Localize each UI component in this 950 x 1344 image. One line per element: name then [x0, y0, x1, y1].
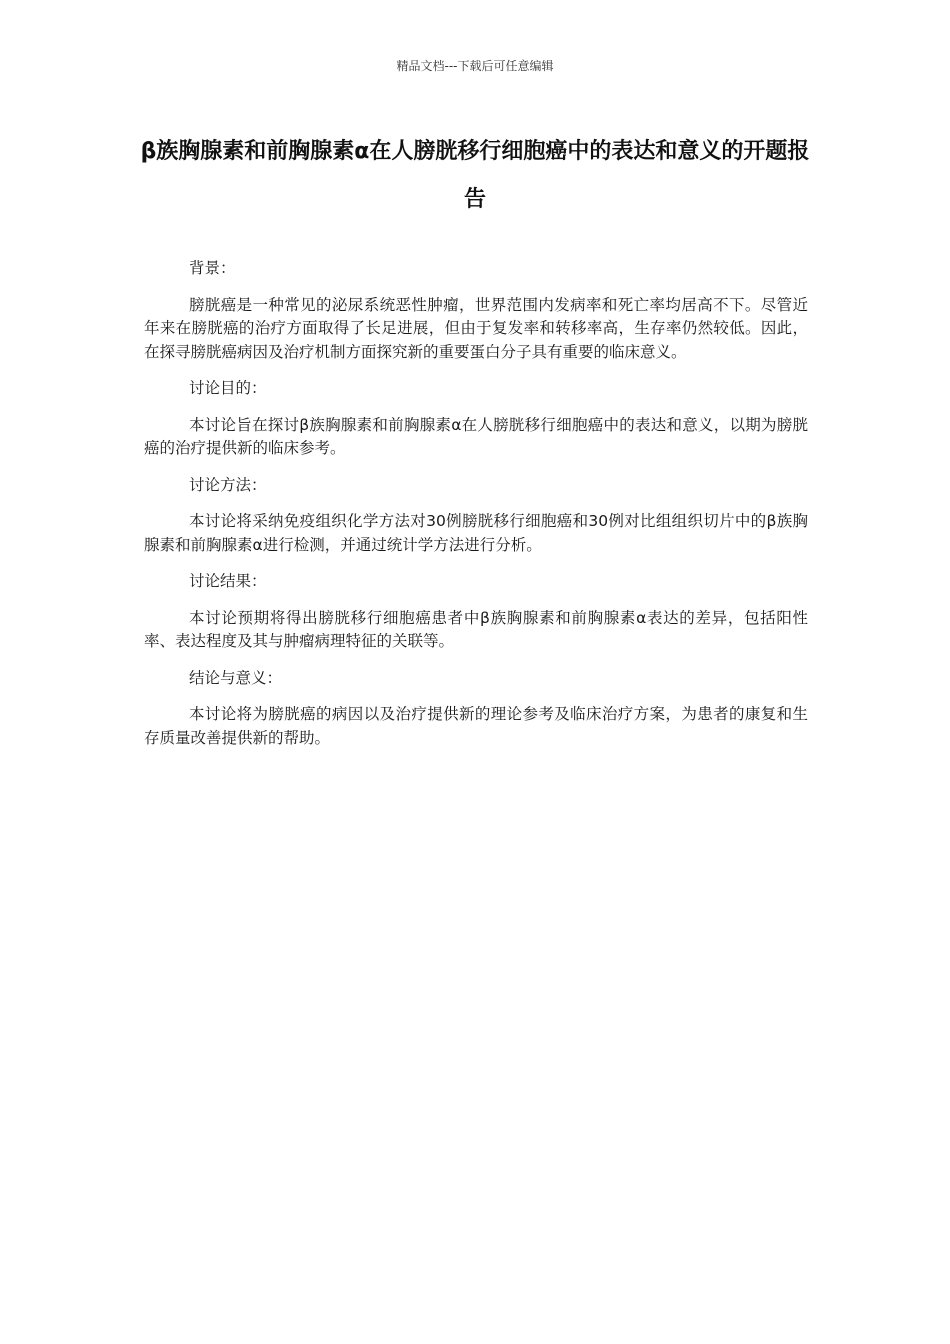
document-title: β族胸腺素和前胸腺素α在人膀胱移行细胞癌中的表达和意义的开题报告	[140, 139, 810, 212]
section-heading-background: 背景：	[189, 259, 236, 277]
section-heading-purpose: 讨论目的：	[189, 379, 267, 397]
header-note: 精品文档---下载后可任意编辑	[396, 59, 554, 73]
section-paragraph-conclusion: 本讨论将为膀胱癌的病因以及治疗提供新的理论参考及临床治疗方案，为患者的康复和生存质量改善提供新的帮助。	[144, 705, 808, 747]
section-heading-method: 讨论方法：	[189, 475, 267, 494]
section-paragraph-results: 本讨论预期将得出膀胱移行细胞癌患者中β族胸腺素和前胸腺素α表达的差异，包括阳性率、表达程度及其与肿瘤病理特征的关联等。	[144, 608, 808, 650]
section-paragraph-method: 本讨论将采纳免疫组织化学方法对30例膀胱移行细胞癌和30例对比组组织切片中的β族胸腺素和前胸腺素α进行检测，并通过统计学方法进行分析。	[144, 512, 808, 554]
section-heading-conclusion: 结论与意义：	[189, 668, 283, 687]
section-heading-results: 讨论结果：	[189, 572, 267, 590]
document-body	[144, 257, 808, 763]
section-paragraph-purpose: 本讨论旨在探讨β族胸腺素和前胸腺素α在人膀胱移行细胞癌中的表达和意义，以期为膀胱癌的治疗提供新的临床参考。	[144, 415, 808, 457]
section-paragraph-background: 膀胱癌是一种常见的泌尿系统恶性肿瘤，世界范围内发病率和死亡率均居高不下。尽管近年来在膀胱癌的治疗方面取得了长足进展，但由于复发率和转移率高，生存率仍然较低。因此，在探寻膀胱癌病因及治疗机制方面探究新的重要蛋白分子具有重要的临床意义。	[144, 295, 808, 361]
